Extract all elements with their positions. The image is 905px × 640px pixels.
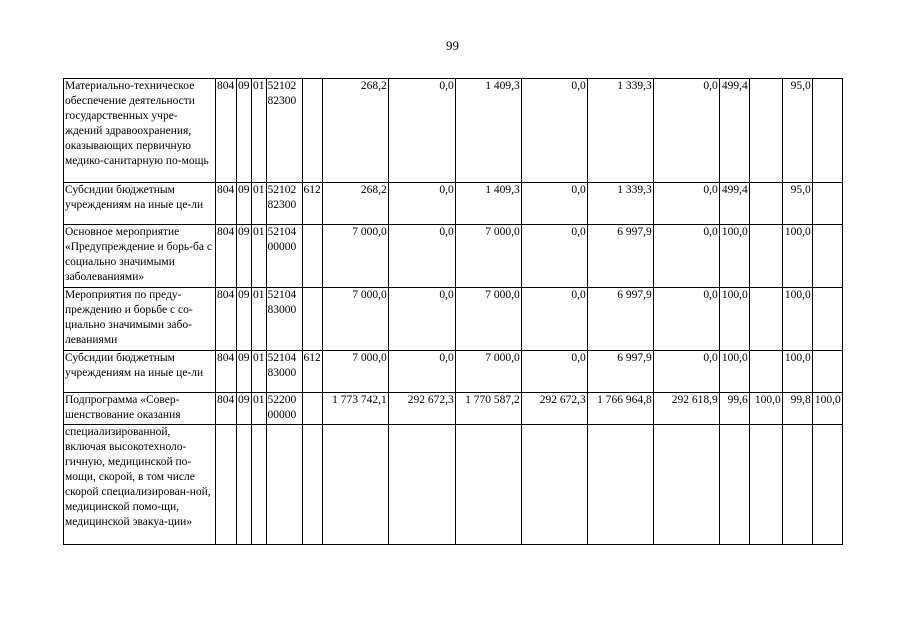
table-cell xyxy=(812,425,842,545)
table-cell: 01 xyxy=(252,225,267,288)
table-cell: 09 xyxy=(237,351,252,393)
table-cell: 09 xyxy=(237,225,252,288)
table-cell: 09 xyxy=(237,79,252,183)
table-cell: 7 000,0 xyxy=(322,351,388,393)
table-cell: 7 000,0 xyxy=(455,288,521,351)
table-cell: 99,6 xyxy=(719,393,749,425)
table-cell: 0,0 xyxy=(388,79,455,183)
table-cell: специализированной, включая высокотехноло-гичную, медицинской по-мощи, скорой, в том числе скорой специализирован-ной, медицинской помо-щи, медицинской эвакуа-ции» xyxy=(64,425,216,545)
table-cell: 01 xyxy=(252,288,267,351)
table-cell: 292 672,3 xyxy=(388,393,455,425)
table-cell: 0,0 xyxy=(388,288,455,351)
table-cell: 6 997,9 xyxy=(587,225,653,288)
table-cell: 09 xyxy=(237,393,252,425)
table-cell: 0,0 xyxy=(653,183,719,225)
table-cell xyxy=(749,225,782,288)
table-cell: 01 xyxy=(252,183,267,225)
table-cell: 100,0 xyxy=(812,393,842,425)
table-row xyxy=(64,225,843,288)
table-cell: 100,0 xyxy=(719,288,749,351)
table-cell xyxy=(812,183,842,225)
table-cell: 0,0 xyxy=(653,225,719,288)
table-cell xyxy=(388,425,455,545)
table-cell: 52102 82300 xyxy=(266,79,302,183)
table-cell: 7 000,0 xyxy=(455,225,521,288)
table-cell: 0,0 xyxy=(653,288,719,351)
table-cell xyxy=(812,351,842,393)
page-number: 99 xyxy=(446,38,459,53)
table-cell xyxy=(749,425,782,545)
table-cell: 804 xyxy=(216,183,237,225)
table-cell: Материально-техническое обеспечение деятельности государственных учре-ждений здравоохранения, оказывающих первичную медико-санитарную по-мощь xyxy=(64,79,216,183)
table-row xyxy=(64,425,843,545)
table-cell: 0,0 xyxy=(521,183,587,225)
table-cell: 268,2 xyxy=(322,79,388,183)
table-cell xyxy=(302,393,322,425)
table-cell: 499,4 xyxy=(719,183,749,225)
table-cell xyxy=(521,425,587,545)
table-cell xyxy=(749,288,782,351)
table-cell: 268,2 xyxy=(322,183,388,225)
table-cell: 100,0 xyxy=(782,225,812,288)
table-cell: 0,0 xyxy=(521,288,587,351)
table-cell: 52104 00000 xyxy=(266,225,302,288)
table-cell: 0,0 xyxy=(388,225,455,288)
table-cell: 0,0 xyxy=(388,183,455,225)
table-cell xyxy=(302,288,322,351)
table-cell xyxy=(782,425,812,545)
table-cell xyxy=(812,288,842,351)
table-cell: 52200 00000 xyxy=(266,393,302,425)
budget-table xyxy=(63,78,843,545)
table-cell: 6 997,9 xyxy=(587,351,653,393)
table-body xyxy=(64,79,843,545)
table-cell: 7 000,0 xyxy=(322,288,388,351)
table-cell xyxy=(322,425,388,545)
table-cell xyxy=(237,425,252,545)
table-cell: 292 672,3 xyxy=(521,393,587,425)
table-cell xyxy=(749,183,782,225)
table-cell: 0,0 xyxy=(653,79,719,183)
table-cell xyxy=(266,425,302,545)
table-cell: 01 xyxy=(252,351,267,393)
table-cell: 99,8 xyxy=(782,393,812,425)
table-cell: 1 339,3 xyxy=(587,79,653,183)
table-cell: Субсидии бюджетным учреждениям на иные це-ли xyxy=(64,183,216,225)
table-cell: 100,0 xyxy=(719,225,749,288)
table-cell: 100,0 xyxy=(719,351,749,393)
table-cell: 612 xyxy=(302,183,322,225)
table-cell: 1 773 742,1 xyxy=(322,393,388,425)
table-cell: 52104 83000 xyxy=(266,288,302,351)
table-cell xyxy=(749,351,782,393)
table-cell: 804 xyxy=(216,288,237,351)
table-cell: 52102 82300 xyxy=(266,183,302,225)
table-row xyxy=(64,288,843,351)
table-cell: 52104 83000 xyxy=(266,351,302,393)
table-cell xyxy=(749,79,782,183)
table-cell: 804 xyxy=(216,351,237,393)
table-cell xyxy=(653,425,719,545)
table-cell: 0,0 xyxy=(521,351,587,393)
table-cell: 09 xyxy=(237,183,252,225)
table-cell: Мероприятия по преду-преждению и борьбе с со-циально значимыми забо-леваниями xyxy=(64,288,216,351)
table-row xyxy=(64,351,843,393)
table-row xyxy=(64,393,843,425)
table-cell: 100,0 xyxy=(782,288,812,351)
table-row xyxy=(64,79,843,183)
table-cell xyxy=(302,425,322,545)
table-cell: 100,0 xyxy=(749,393,782,425)
table-cell: 292 618,9 xyxy=(653,393,719,425)
table-cell: Подпрограмма «Совер-шенствование оказания xyxy=(64,393,216,425)
table-cell: 0,0 xyxy=(521,79,587,183)
table-cell xyxy=(302,225,322,288)
table-row xyxy=(64,183,843,225)
table-cell: Основное мероприятие «Предупреждение и борь-ба с социально значимыми заболеваниями» xyxy=(64,225,216,288)
table-cell xyxy=(812,225,842,288)
table-cell: 1 766 964,8 xyxy=(587,393,653,425)
table-cell xyxy=(587,425,653,545)
table-cell: 6 997,9 xyxy=(587,288,653,351)
table-cell: 612 xyxy=(302,351,322,393)
table-cell: 09 xyxy=(237,288,252,351)
table-cell: 1 770 587,2 xyxy=(455,393,521,425)
table-cell: 95,0 xyxy=(782,79,812,183)
table-cell: 01 xyxy=(252,79,267,183)
table-cell xyxy=(252,425,267,545)
table-cell: 804 xyxy=(216,79,237,183)
table-cell: 7 000,0 xyxy=(322,225,388,288)
table-cell: 0,0 xyxy=(521,225,587,288)
table-cell: 7 000,0 xyxy=(455,351,521,393)
table-cell xyxy=(216,425,237,545)
table-cell: 01 xyxy=(252,393,267,425)
table-cell: 804 xyxy=(216,225,237,288)
table-cell: 499,4 xyxy=(719,79,749,183)
table-cell xyxy=(812,79,842,183)
table-cell xyxy=(719,425,749,545)
table-cell xyxy=(302,79,322,183)
table-cell: 95,0 xyxy=(782,183,812,225)
table-cell: 1 409,3 xyxy=(455,183,521,225)
table-cell: Субсидии бюджетным учреждениям на иные це-ли xyxy=(64,351,216,393)
table-cell: 1 409,3 xyxy=(455,79,521,183)
table-cell: 100,0 xyxy=(782,351,812,393)
table-cell xyxy=(455,425,521,545)
table-cell: 804 xyxy=(216,393,237,425)
table-cell: 0,0 xyxy=(388,351,455,393)
table-cell: 0,0 xyxy=(653,351,719,393)
table-cell: 1 339,3 xyxy=(587,183,653,225)
